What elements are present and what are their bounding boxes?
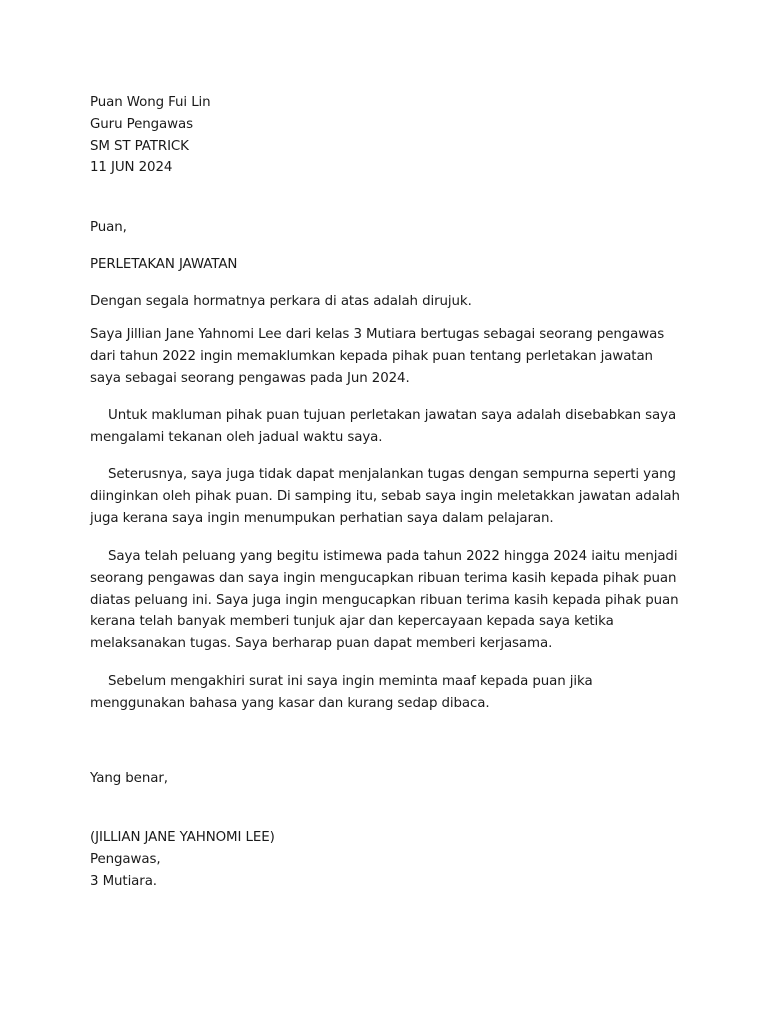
paragraph-thanks: Saya telah peluang yang begitu istimewa pada tahun 2022 hingga 2024 iaitu menjadi seorang pengawas dan saya ingin mengucapkan ribuan terima kasih kepada pihak puan diatas peluang ini. Saya juga ingin mengucapkan ribuan terima kasih kepada pihak puan kerana telah banyak memberi tunjuk ajar dan kepercayaan kepada saya ketika melaksanakan tugas. Saya berharap puan dapat memberi kerjasama. [90, 549, 679, 652]
sender-position: Pengawas, [90, 851, 161, 867]
paragraph-reference: Dengan segala hormatnya perkara di atas adalah dirujuk. [90, 294, 472, 309]
paragraph-introduction: Saya Jillian Jane Yahnomi Lee dari kelas 3 Mutiara bertugas sebagai seorang pengawas dari tahun 2022 ingin memaklumkan kepada pihak puan tentang perletakan jawatan saya sebagai seorang pengawas pada Jun 2024. [90, 327, 665, 386]
salutation: Puan, [90, 220, 127, 235]
recipient-address [90, 92, 686, 179]
paragraph-further-reason: Seterusnya, saya juga tidak dapat menjalankan tugas dengan sempurna seperti yang diinginkan oleh pihak puan. Di samping itu, sebab saya ingin meletakkan jawatan adalah juga kerana saya ingin menumpukan perhatian saya dalam pelajaran. [90, 467, 680, 526]
closing: Yang benar, [90, 771, 168, 786]
paragraph-apology: Sebelum mengakhiri surat ini saya ingin meminta maaf kepada puan jika menggunakan bahasa yang kasar dan kurang sedap dibaca. [90, 674, 593, 711]
sender-class: 3 Mutiara. [90, 873, 157, 889]
recipient-name: Puan Wong Fui Lin [90, 95, 211, 110]
sender-name: (JILLIAN JANE YAHNOMI LEE) [90, 830, 275, 845]
recipient-title: Guru Pengawas [90, 116, 193, 132]
sender-signature-block [90, 827, 686, 892]
recipient-school: SM ST PATRICK [90, 138, 189, 154]
paragraph-reason: Untuk makluman pihak puan tujuan perletakan jawatan saya adalah disebabkan saya mengalami tekanan oleh jadual waktu saya. [90, 408, 677, 445]
letter-date: 11 JUN 2024 [90, 160, 173, 176]
letter-subject: PERLETAKAN JAWATAN [90, 257, 238, 272]
